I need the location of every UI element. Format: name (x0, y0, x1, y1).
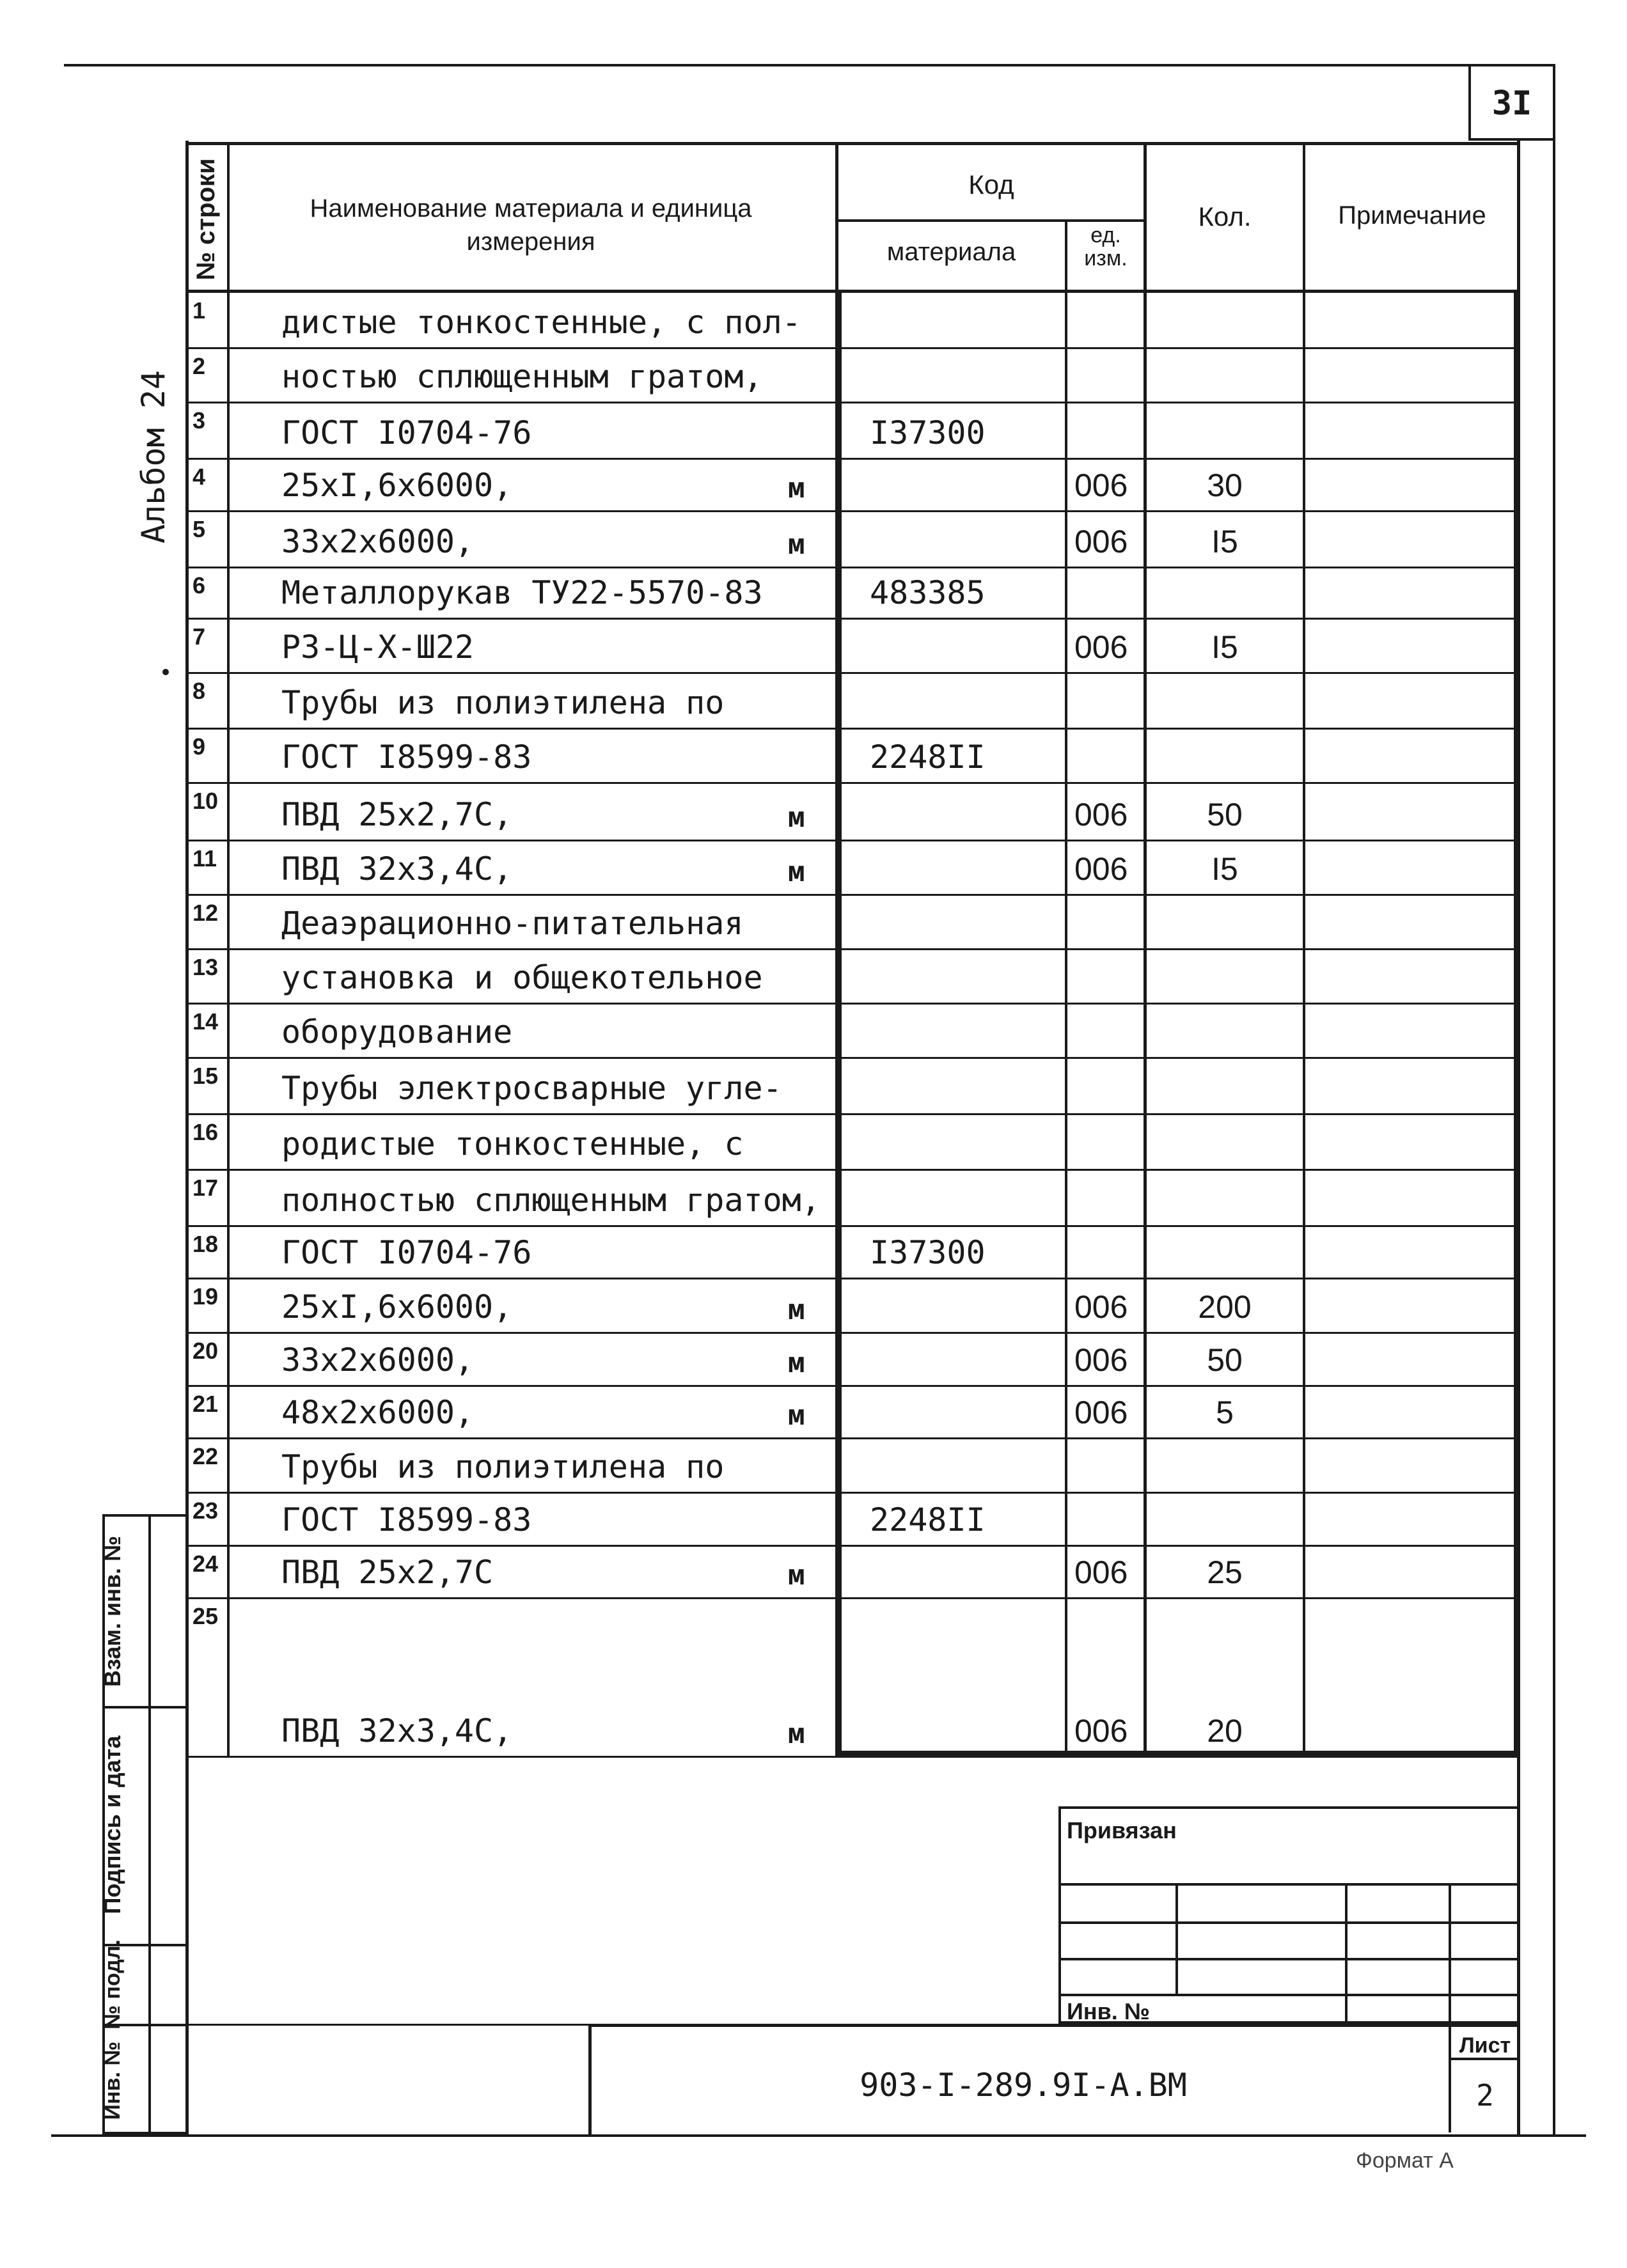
row-name: 33x2x6000, (281, 523, 475, 560)
tb-v-1 (1175, 1883, 1178, 1995)
header-code: Код (968, 169, 1014, 199)
frame-top-line (64, 64, 1554, 66)
row-name: 25xI,6x6000, (281, 467, 513, 504)
row-unit-code: 006 (1074, 524, 1128, 559)
row-quantity: 200 (1198, 1289, 1252, 1325)
row-number: 20 (193, 1338, 219, 1364)
row-unit-letter: м (788, 1347, 805, 1379)
row-name: ПВД 32x3,4С, (281, 1712, 513, 1749)
row-unit-code: 006 (1074, 1342, 1128, 1378)
header-unit: ед. изм. (1084, 223, 1128, 270)
album-label: Альбом 24 (135, 370, 172, 544)
list-label: Лист (1459, 2033, 1511, 2058)
row-number: 17 (193, 1175, 219, 1201)
row-name: ПВД 32x3,4С, (281, 850, 513, 888)
row-number: 21 (193, 1391, 219, 1417)
row-number: 14 (193, 1008, 219, 1035)
row-number: 18 (193, 1231, 219, 1257)
inv-no-label: Инв. № (1067, 1998, 1150, 2024)
row-unit-letter: м (788, 1399, 805, 1432)
row-unit-code: 006 (1074, 851, 1128, 887)
row-unit-letter: м (788, 1559, 805, 1592)
row-name: Трубы электросварные угле- (281, 1070, 782, 1107)
row-number: 13 (193, 954, 219, 980)
row-unit-code: 006 (1074, 1554, 1128, 1590)
hdr-sep-3 (1065, 221, 1067, 293)
row-name: ПВД 25x2,7С, (281, 796, 513, 833)
row-name: РЗ-Ц-Х-Ш22 (281, 629, 475, 666)
row-name: ГОСТ I8599-83 (281, 1501, 532, 1538)
row-unit-code: 006 (1074, 1289, 1128, 1325)
row-number: 25 (193, 1603, 219, 1629)
row-quantity: 50 (1207, 797, 1243, 833)
row-unit-letter: м (788, 472, 805, 504)
row-unit-code: 006 (1074, 629, 1128, 665)
row-number: 6 (193, 572, 206, 598)
side-stamp-mid (148, 1514, 151, 2134)
row-number: 22 (193, 1443, 219, 1469)
row-material-code: I37300 (870, 414, 986, 451)
privyazan-label: Привязан (1067, 1817, 1177, 1843)
row-unit-letter: м (788, 801, 805, 834)
header-note: Примечание (1338, 201, 1486, 230)
row-material-code: I37300 (870, 1234, 986, 1271)
row-number: 19 (193, 1283, 219, 1310)
row-unit-code: 006 (1074, 797, 1128, 833)
row-number: 2 (193, 353, 206, 379)
row-quantity: 5 (1216, 1395, 1234, 1430)
row-name: оборудование (281, 1013, 513, 1051)
row-material-code: 483385 (870, 574, 986, 611)
row-name: Металлорукав ТУ22-5570-83 (281, 574, 763, 611)
list-number: 2 (1476, 2078, 1494, 2113)
row-unit-letter: м (788, 1717, 805, 1750)
row-quantity: 25 (1207, 1554, 1243, 1590)
row-quantity: 50 (1207, 1342, 1243, 1378)
header-qty: Кол. (1198, 201, 1252, 231)
row-unit-letter: м (788, 528, 805, 561)
side-podl: № подл. (100, 1939, 125, 2029)
tb-v-2 (1345, 1883, 1348, 2024)
row-material-code: 2248II (870, 1501, 986, 1538)
side-inv: Инв. № (100, 2041, 125, 2120)
row-name: 25xI,6x6000, (281, 1288, 513, 1326)
header-row-no: № строки (192, 158, 220, 281)
side-stamp-div-1 (102, 1706, 189, 1709)
header-name: Наименование материала и единица измерения (310, 194, 752, 256)
row-name: родистые тонкостенные, с (281, 1125, 744, 1162)
row-quantity: I5 (1211, 524, 1238, 559)
document-code: 903-I-289.9I-А.ВМ (860, 2067, 1187, 2104)
row-name: Трубы из полиэтилена по (281, 684, 725, 721)
bullet-dot (162, 669, 169, 675)
row-name: дистые тонкостенные, с пол- (281, 304, 801, 341)
row-number: 10 (193, 788, 219, 814)
row-name: Трубы из полиэтилена по (281, 1448, 725, 1485)
row-name: ПВД 25x2,7С (281, 1554, 494, 1591)
hdr-code-split (835, 219, 1145, 222)
row-number: 15 (193, 1063, 219, 1089)
row-unit-code: 006 (1074, 1395, 1128, 1430)
row-number: 11 (193, 845, 217, 872)
row-number: 8 (193, 678, 206, 704)
frame-right-line (1553, 64, 1555, 2136)
code-box-outline (835, 293, 1520, 1757)
row-unit-letter: м (788, 856, 805, 888)
hdr-sep-2 (835, 142, 838, 293)
row-unit-code: 006 (1074, 467, 1128, 503)
row-quantity: 20 (1207, 1713, 1243, 1749)
row-number: 5 (193, 516, 206, 542)
tb-main-ext (189, 2024, 588, 2026)
row-number: 3 (193, 407, 206, 434)
row-number: 7 (193, 623, 206, 650)
header-material: материала (886, 238, 1016, 266)
row-name: Деаэрационно-питательная (281, 905, 744, 942)
sheet-number-top: 3I (1491, 84, 1532, 123)
row-name: 33x2x6000, (281, 1341, 475, 1379)
row-name: ностью сплющенным гратом, (281, 358, 763, 395)
row-name: ГОСТ I8599-83 (281, 739, 532, 776)
row-name: установка и общекотельное (281, 959, 763, 996)
row-number: 9 (193, 733, 206, 760)
row-quantity: I5 (1211, 629, 1238, 665)
row-name: 48x2x6000, (281, 1394, 475, 1431)
side-podpis: Подпись и дата (99, 1735, 125, 1914)
row-name: полностью сплющенным гратом, (281, 1182, 821, 1219)
row-number: 12 (193, 900, 219, 926)
row-number: 1 (193, 297, 206, 324)
row-quantity: I5 (1211, 851, 1238, 887)
row-number: 16 (193, 1119, 219, 1145)
row-quantity: 30 (1207, 467, 1243, 503)
row-number: 24 (193, 1551, 219, 1577)
row-name: ГОСТ I0704-76 (281, 414, 532, 451)
row-number: 4 (193, 464, 206, 490)
row-unit-code: 006 (1074, 1713, 1128, 1749)
format-label: Формат А (1356, 2148, 1454, 2173)
row-material-code: 2248II (870, 739, 986, 776)
row-name: ГОСТ I0704-76 (281, 1234, 532, 1271)
row-unit-letter: м (788, 1294, 805, 1326)
hdr-sep-1 (227, 142, 230, 293)
side-vzam: Взам. инв. № (99, 1535, 125, 1687)
row-number: 23 (193, 1498, 219, 1524)
table-column-line (227, 293, 230, 1757)
